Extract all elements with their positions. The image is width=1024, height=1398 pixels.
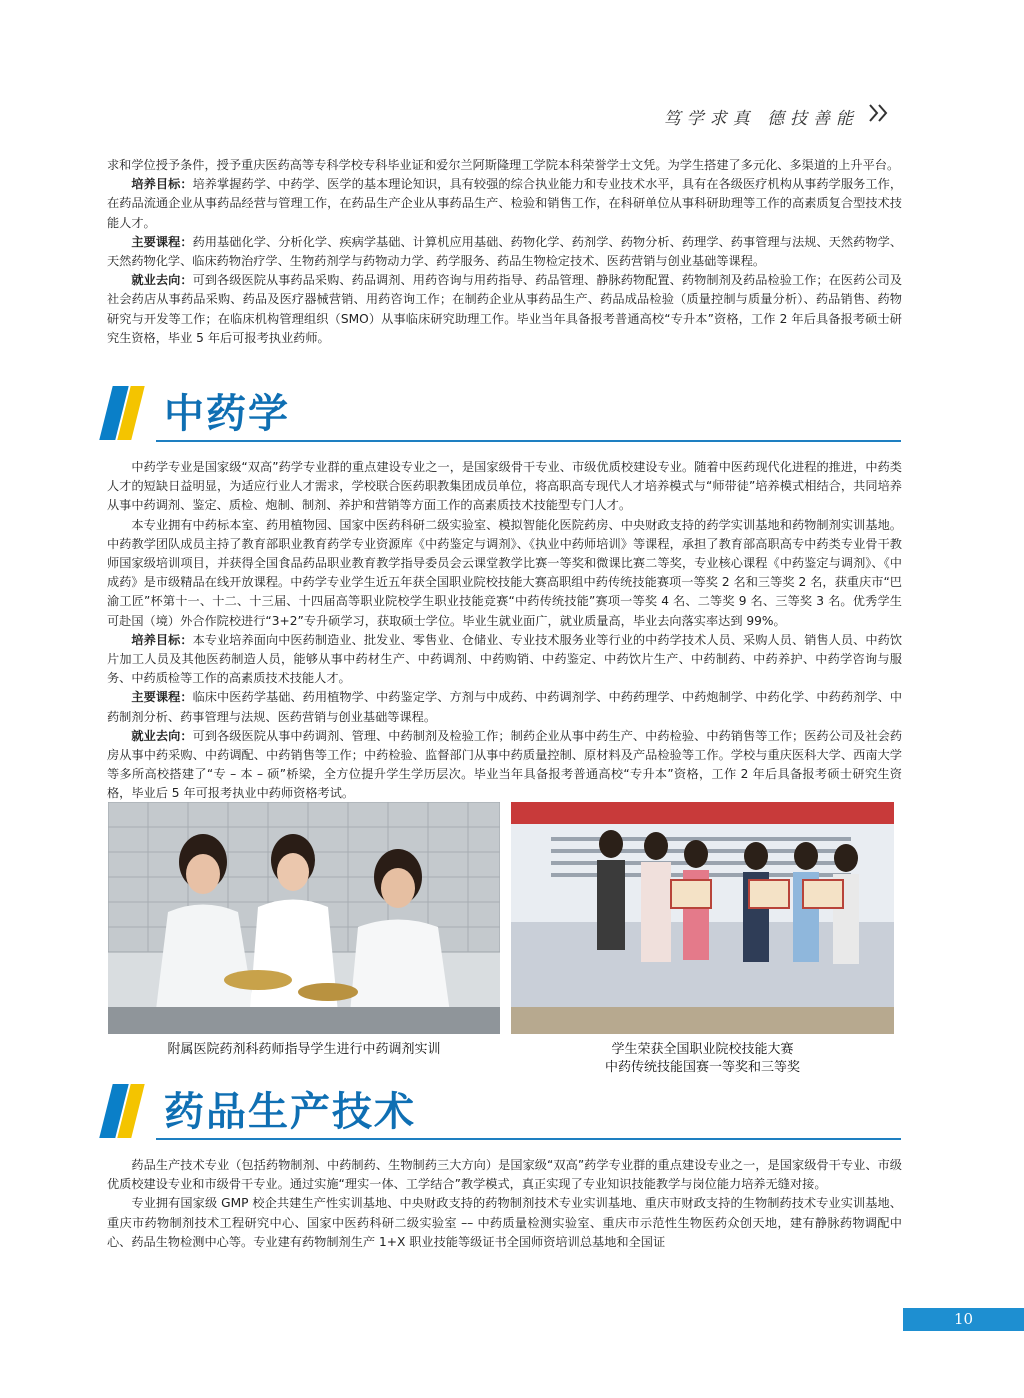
photo-lab-training [108,802,500,1034]
section1-p1: 中药学专业是国家级“双高”药学专业群的重点建设专业之一，是国家级骨干专业、市级优质校建设专业。随着中医药现代化进程的推进，中药类人才的短缺日益明显，为适应行业人才需求，学校联合医药职教集团成员单位，将高职高专现代人才培养模式与“师带徒”培养模式相结合，共同培养从事中药调剂、鉴定、质检、炮制、制剂、养护和营销等方面工作的高素质技术技能型专门人才。 [107,460,902,513]
caption-award-line1: 学生荣获全国职业院校技能大赛 [611,1042,794,1057]
section1-job [107,727,902,804]
section-heading-tcm [106,384,901,442]
caption-award [511,1041,894,1077]
caption-lab-training: 附属医院药剂科药师指导学生进行中药调剂实训 [167,1042,441,1057]
photo-award-ceremony [511,802,894,1034]
section-title: 中药学 [164,391,290,437]
goal-label: 培养目标： [131,632,193,647]
heading-rule [156,440,901,442]
section1-goal [107,631,902,689]
course-text: 临床中医药学基础、药用植物学、中药鉴定学、方剂与中成药、中药调剂学、中药药理学、中药炮制学、中药化学、中药药剂学、中药制剂分析、药事管理与法规、医药营销与创业基础等课程。 [107,690,903,724]
job-label: 就业去向： [131,728,193,743]
course-label: 主要课程： [131,690,193,705]
section-title: 药品生产技术 [164,1089,416,1135]
section1-p2: 本专业拥有中药标本室、药用植物园、国家中医药科研二级实验室、模拟智能化医院药房、中央财政支持的药学实训基地和药物制剂实训基地。中药教学团队成员主持了教育部职业教育药学专业资源库《中药鉴定与调剂》、《执业中药师培训》等课程，承担了教育部高职高专中药类专业骨干教师国家级培训项目，并获得全国食品药品职业教育教学指导委员会云课堂教学比赛一等奖和微课比赛二等奖，专业核心课程《中药鉴定与调剂》、《中成药》是市级精品在线开放课程。中药学专业学生近五年获全国职业院校技能大赛高职组中药传统技能赛项一等奖 2 名和三等奖 2 名，获重庆市“巴渝工匠”杯第十一、十二、十三届、十四届高等职业院校学生职业技能竞赛“中药传统技能”赛项一等奖 4 名、二等奖 9 名、三等奖 3 名。优秀学生可赴国（境）外合作院校进行“3+2”专升硕学习，获取硕士学位。毕业生就业面广，就业质量高，毕业去向落实率达到 99%。 [107,517,902,628]
goal-text: 本专业培养面向中医药制造业、批发业、零售业、仓储业、专业技术服务业等行业的中药学技术人员、采购人员、销售人员、中药饮片加工人员及其他医药制造人员，能够从事中药材生产、中药调剂、中药购销、中药鉴定、中药饮片生产、中药制药、中药养护、中药学咨询与服务、中药质检等工作的高素质技术技能人才。 [107,632,903,686]
intro-continued: 求和学位授予条件，授予重庆医药高等专科学校专科毕业证和爱尔兰阿斯隆理工学院本科荣誉学士文凭。为学生搭建了多元化、多渠道的上升平台。 [107,158,900,172]
course-label: 主要课程： [131,234,193,249]
intro-job [107,271,902,348]
section2-p1: 药品生产技术专业（包括药物制剂、中药制药、生物制药三大方向）是国家级“双高”药学专业群的重点建设专业之一，是国家级骨干专业、市级优质校建设专业和市级骨干专业。通过实施“理实一体、工学结合”教学模式，真正实现了专业知识技能教学与岗位能力培养无缝对接。 [107,1158,902,1192]
page-number: 10 [903,1308,1024,1331]
section2-body [107,1156,902,1252]
intro-goal [107,175,902,233]
job-text: 可到各级医院从事药品采购、药品调剂、用药咨询与用药指导、药品管理、静脉药物配置、药物制剂及药品检验工作；在医药公司及社会药店从事药品采购、药品及医疗器械营销、用药咨询工作；在制药企业从事药品生产、药品成品检验（质量控制与质量分析）、药品销售、药物研究与开发等工作；在临床机构管理组织（SMO）从事临床研究助理工作。毕业当年具备报考普通高校“专升本”资格，工作 2 年后具备报考硕士研究生资格，毕业 5 年后可报考执业药师。 [107,273,903,345]
goal-label: 培养目标： [131,177,193,192]
course-text: 药用基础化学、分析化学、疾病学基础、计算机应用基础、药物化学、药剂学、药物分析、药理学、药事管理与法规、天然药物学、天然药物化学、临床药物治疗学、生物药剂学与药物动力学、药学服务、药品生物检定技术、医药营销与创业基础等课程。 [107,234,903,269]
job-text: 可到各级医院从事中药调剂、管理、中药制剂及检验工作；制药企业从事中药生产、中药检验、中药销售等工作；医药公司及社会药房从事中药采购、中药调配、中药销售等工作；中药检验、监督部门从事中药质量控制、原材料及产品检验等工作。学校与重庆医科大学、西南大学等多所高校搭建了“专 – 本 – 硕”桥梁，全方位提升学生学历层次。毕业当年具备报考普通高校“专升本”资格，工作 2 年后具备报考硕士研究生资格，毕业后 5 年可报考执业中药师资格考试。 [107,728,903,801]
caption-award-line2: 中药传统技能国赛一等奖和三等奖 [604,1060,800,1075]
heading-rule [156,1138,901,1140]
section1-course [107,688,902,726]
intro-block [107,156,902,348]
job-label: 就业去向： [131,273,193,288]
header-motto: 笃学求真 德技善能 [663,109,859,129]
double-chevron-right-icon [866,100,892,126]
goal-text: 培养掌握药学、中药学、医学的基本理论知识，具有较强的综合执业能力和专业技术水平，具有在各级医疗机构从事药学服务工作，在药品流通企业从事药品经营与管理工作，在药品生产企业从事药品生产、检验和销售工作，在科研单位从事科研助理等工作的高素质复合型技术技能人才。 [107,177,903,230]
section-heading-drug-production [106,1082,901,1140]
section2-p2: 专业拥有国家级 GMP 校企共建生产性实训基地、中央财政支持的药物制剂技术专业实训基地、重庆市财政支持的生物制药技术专业实训基地、重庆市药物制剂技术工程研究中心、国家中医药科研二级实验室 –– 中药质量检测实验室、重庆市示范性生物医药众创天地，建有静脉药物调配中心、药品生物检测中心等。专业建有药物制剂生产 1+X 职业技能等级证书全国师资培训总基地和全国证 [107,1196,902,1249]
intro-course [107,233,902,271]
section1-body [107,458,902,804]
